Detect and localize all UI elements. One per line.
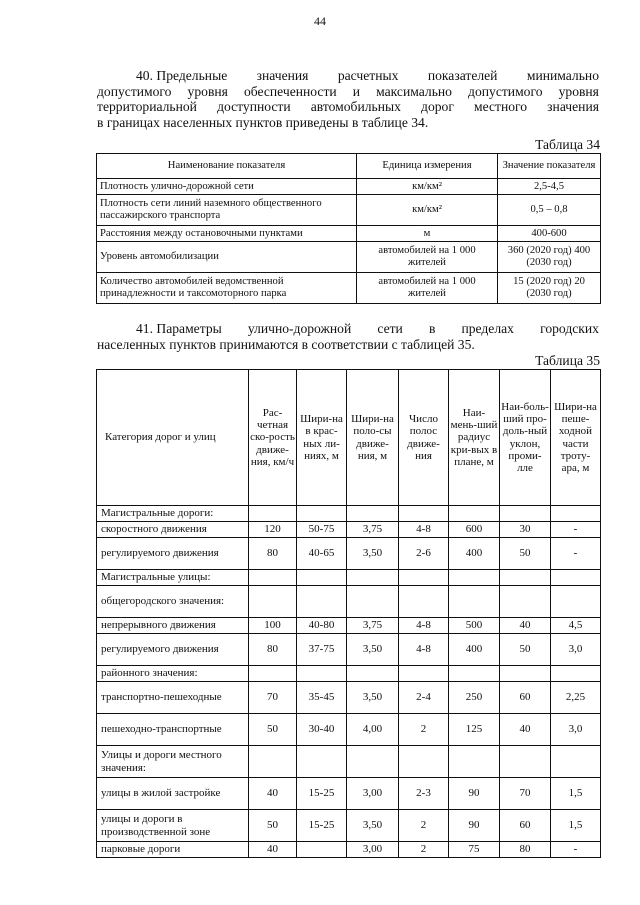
table-cell: 60 <box>500 810 551 842</box>
table-cell: улицы и дороги в производственной зоне <box>97 810 249 842</box>
table-cell <box>249 506 297 522</box>
table-header-row <box>97 370 601 506</box>
paragraph-word: минимально <box>526 68 599 83</box>
table-cell: пешеходно-транспортные <box>97 714 249 746</box>
table-row <box>97 506 601 522</box>
table-cell <box>399 570 449 586</box>
table-cell: 50 <box>500 538 551 570</box>
table-cell: регулируемого движения <box>97 634 249 666</box>
table-cell <box>449 570 500 586</box>
paragraph-word: 40. Предельные <box>136 68 228 83</box>
table-cell: 40 <box>249 778 297 810</box>
paragraph-line <box>97 337 599 353</box>
table-cell <box>297 586 347 618</box>
table-cell: 90 <box>449 810 500 842</box>
paragraph-word: автомобильных <box>310 99 401 114</box>
table-cell: 2-6 <box>399 538 449 570</box>
table-cell: 2-3 <box>399 778 449 810</box>
paragraph-word: допустимого <box>97 83 172 99</box>
table-cell: Улицы и дороги местного значения: <box>97 746 249 778</box>
paragraph-word: в <box>428 321 436 336</box>
table-cell: автомобилей на 1 000 жителей <box>357 242 498 273</box>
table-cell: 50 <box>249 714 297 746</box>
paragraph-word: значения <box>256 68 309 83</box>
paragraph-41 <box>97 321 599 352</box>
table-cell: 15 (2020 год) 20 (2030 год) <box>498 273 601 304</box>
table-cell: 80 <box>249 634 297 666</box>
table-cell: 40 <box>249 842 297 858</box>
table-cell <box>399 666 449 682</box>
table-row <box>97 682 601 714</box>
table-cell: 3,00 <box>347 778 399 810</box>
table-row <box>97 242 601 273</box>
table-cell <box>297 666 347 682</box>
table-cell: 30 <box>500 522 551 538</box>
table-cell <box>551 570 601 586</box>
table-cell <box>449 666 500 682</box>
table-row <box>97 195 601 226</box>
table-cell <box>500 666 551 682</box>
table-cell: км/км² <box>357 195 498 226</box>
paragraph-word: городских <box>540 321 599 336</box>
table-cell: 80 <box>249 538 297 570</box>
table-cell <box>347 746 399 778</box>
table-cell: 100 <box>249 618 297 634</box>
paragraph-word: дорог <box>421 99 454 114</box>
paragraph-word: показателей <box>427 68 498 83</box>
table-cell: 3,00 <box>347 842 399 858</box>
table-row <box>97 618 601 634</box>
table-cell <box>297 570 347 586</box>
table-cell <box>500 586 551 618</box>
paragraph-word: пределах <box>461 321 514 336</box>
table-cell <box>551 506 601 522</box>
column-header: Шири-на поло-сы движе-ния, м <box>347 370 399 506</box>
table-cell: 80 <box>500 842 551 858</box>
table-cell: 3,0 <box>551 714 601 746</box>
paragraph-40 <box>97 68 599 130</box>
table-cell: автомобилей на 1 000 жителей <box>357 273 498 304</box>
table-row <box>97 666 601 682</box>
table-cell: 3,50 <box>347 682 399 714</box>
table-cell: 2,5-4,5 <box>498 179 601 195</box>
table-35-caption: Таблица 35 <box>535 353 600 368</box>
table-cell: 40 <box>500 618 551 634</box>
table-cell <box>449 586 500 618</box>
table-cell: 2-4 <box>399 682 449 714</box>
paragraph-line <box>97 321 599 337</box>
table-cell: регулируемого движения <box>97 538 249 570</box>
table-cell <box>399 746 449 778</box>
table-cell <box>297 842 347 858</box>
table-cell: 15-25 <box>297 778 347 810</box>
table-cell: 0,5 – 0,8 <box>498 195 601 226</box>
table-cell: 3,50 <box>347 810 399 842</box>
table-cell: 70 <box>500 778 551 810</box>
table-cell <box>551 586 601 618</box>
paragraph-word: территориальной <box>97 99 197 114</box>
table-cell: 75 <box>449 842 500 858</box>
paragraph-word: допустимого <box>468 83 543 99</box>
table-cell: 35-45 <box>297 682 347 714</box>
table-35 <box>96 369 601 858</box>
table-cell <box>551 666 601 682</box>
table-cell: непрерывного движения <box>97 618 249 634</box>
table-cell: 2 <box>399 810 449 842</box>
paragraph-word: 41. Параметры <box>136 321 222 336</box>
table-cell: 50-75 <box>297 522 347 538</box>
table-34-caption: Таблица 34 <box>535 137 600 152</box>
table-cell: 4-8 <box>399 618 449 634</box>
paragraph-line <box>97 68 599 84</box>
table-cell <box>347 506 399 522</box>
table-row <box>97 810 601 842</box>
table-cell: общегородского значения: <box>97 586 249 618</box>
table-cell: Магистральные улицы: <box>97 570 249 586</box>
table-cell <box>297 746 347 778</box>
paragraph-word: уровня <box>558 83 599 99</box>
table-cell: 2,25 <box>551 682 601 714</box>
paragraph-word: доступности <box>217 99 291 114</box>
paragraph-line <box>97 99 599 115</box>
table-row <box>97 746 601 778</box>
table-cell <box>347 586 399 618</box>
table-cell: - <box>551 538 601 570</box>
table-cell: 1,5 <box>551 778 601 810</box>
table-cell: 37-75 <box>297 634 347 666</box>
table-cell <box>249 746 297 778</box>
table-header-row <box>97 154 601 179</box>
table-cell: 125 <box>449 714 500 746</box>
table-cell: 120 <box>249 522 297 538</box>
table-cell: 4,00 <box>347 714 399 746</box>
table-cell: 1,5 <box>551 810 601 842</box>
table-cell: 3,75 <box>347 522 399 538</box>
table-cell <box>399 506 449 522</box>
table-cell <box>551 746 601 778</box>
table-cell <box>249 666 297 682</box>
table-cell: 3,75 <box>347 618 399 634</box>
paragraph-word: обеспеченности <box>243 83 337 99</box>
table-row <box>97 586 601 618</box>
table-cell: Уровень автомобилизации <box>97 242 357 273</box>
table-row <box>97 570 601 586</box>
table-cell <box>399 586 449 618</box>
column-header: Значение показателя <box>498 154 601 179</box>
column-header: Наи-боль-ший про-доль-ный уклон, проми-лле <box>500 370 551 506</box>
column-header: Шири-на пеше-ходной части троту-ара, м <box>551 370 601 506</box>
table-cell <box>500 506 551 522</box>
table-row <box>97 538 601 570</box>
table-cell <box>347 570 399 586</box>
table-cell: 30-40 <box>297 714 347 746</box>
table-cell: км/км² <box>357 179 498 195</box>
page-number: 44 <box>314 14 326 28</box>
table-cell <box>249 570 297 586</box>
column-header: Шири-на в крас-ных ли-ниях, м <box>297 370 347 506</box>
table-cell: 70 <box>249 682 297 714</box>
table-row <box>97 273 601 304</box>
table-cell <box>347 666 399 682</box>
table-row <box>97 778 601 810</box>
table-cell: 4-8 <box>399 522 449 538</box>
table-cell <box>249 586 297 618</box>
column-header: Число полос движе-ния <box>399 370 449 506</box>
paragraph-word: местного <box>474 99 528 114</box>
table-row <box>97 634 601 666</box>
table-cell: 360 (2020 год) 400 (2030 год) <box>498 242 601 273</box>
table-cell: 3,0 <box>551 634 601 666</box>
paragraph-word: улично-дорожной <box>247 321 352 336</box>
table-cell: 4-8 <box>399 634 449 666</box>
table-cell: Плотность улично-дорожной сети <box>97 179 357 195</box>
table-34 <box>96 153 601 304</box>
table-cell: 250 <box>449 682 500 714</box>
table-cell <box>449 506 500 522</box>
table-cell: 2 <box>399 842 449 858</box>
table-cell: 40 <box>500 714 551 746</box>
table-cell <box>297 506 347 522</box>
table-cell: 60 <box>500 682 551 714</box>
table-cell <box>500 746 551 778</box>
table-cell: - <box>551 522 601 538</box>
table-cell: транспортно-пешеходные <box>97 682 249 714</box>
table-cell: м <box>357 226 498 242</box>
paragraph-line <box>97 115 599 131</box>
table-row <box>97 842 601 858</box>
table-cell: 50 <box>249 810 297 842</box>
table-cell: - <box>551 842 601 858</box>
table-row <box>97 522 601 538</box>
paragraph-word: уровня <box>187 83 228 99</box>
table-row <box>97 226 601 242</box>
table-cell: улицы в жилой застройке <box>97 778 249 810</box>
table-cell: 3,50 <box>347 538 399 570</box>
column-header: Наименование показателя <box>97 154 357 179</box>
paragraph-line <box>97 84 599 100</box>
column-header: Рас-четная ско-рость движе-ния, км/ч <box>249 370 297 506</box>
paragraph-word: расчетных <box>337 68 399 83</box>
paragraph-word: населенных пунктов принимаются в соответствии с таблицей 35. <box>97 336 475 352</box>
table-cell: 400 <box>449 634 500 666</box>
table-cell <box>449 746 500 778</box>
table-cell: Расстояния между остановочными пунктами <box>97 226 357 242</box>
table-cell: 3,50 <box>347 634 399 666</box>
table-row <box>97 179 601 195</box>
table-cell: 90 <box>449 778 500 810</box>
table-cell: 40-80 <box>297 618 347 634</box>
paragraph-word: значения <box>547 99 599 114</box>
table-cell: 40-65 <box>297 538 347 570</box>
table-cell: Плотность сети линий наземного общественного пассажирского транспорта <box>97 195 357 226</box>
table-cell: районного значения: <box>97 666 249 682</box>
paragraph-word: в границах населенных пунктов приведены в таблице 34. <box>97 114 429 130</box>
table-cell: 400 <box>449 538 500 570</box>
table-cell: скоростного движения <box>97 522 249 538</box>
table-cell: 4,5 <box>551 618 601 634</box>
table-row <box>97 714 601 746</box>
table-cell: 400-600 <box>498 226 601 242</box>
table-cell: 50 <box>500 634 551 666</box>
paragraph-word: сети <box>377 321 403 336</box>
table-cell: Магистральные дороги: <box>97 506 249 522</box>
paragraph-word: максимально <box>376 83 452 99</box>
table-cell: 2 <box>399 714 449 746</box>
table-cell: 15-25 <box>297 810 347 842</box>
column-header: Единица измерения <box>357 154 498 179</box>
table-cell: 600 <box>449 522 500 538</box>
paragraph-word: и <box>352 83 361 99</box>
table-cell: Количество автомобилей ведомственной принадлежности и таксомоторного парка <box>97 273 357 304</box>
table-cell: 500 <box>449 618 500 634</box>
column-header: Наи-мень-ший радиус кри-вых в плане, м <box>449 370 500 506</box>
column-header: Категория дорог и улиц <box>97 370 249 506</box>
table-cell: парковые дороги <box>97 842 249 858</box>
table-cell <box>500 570 551 586</box>
